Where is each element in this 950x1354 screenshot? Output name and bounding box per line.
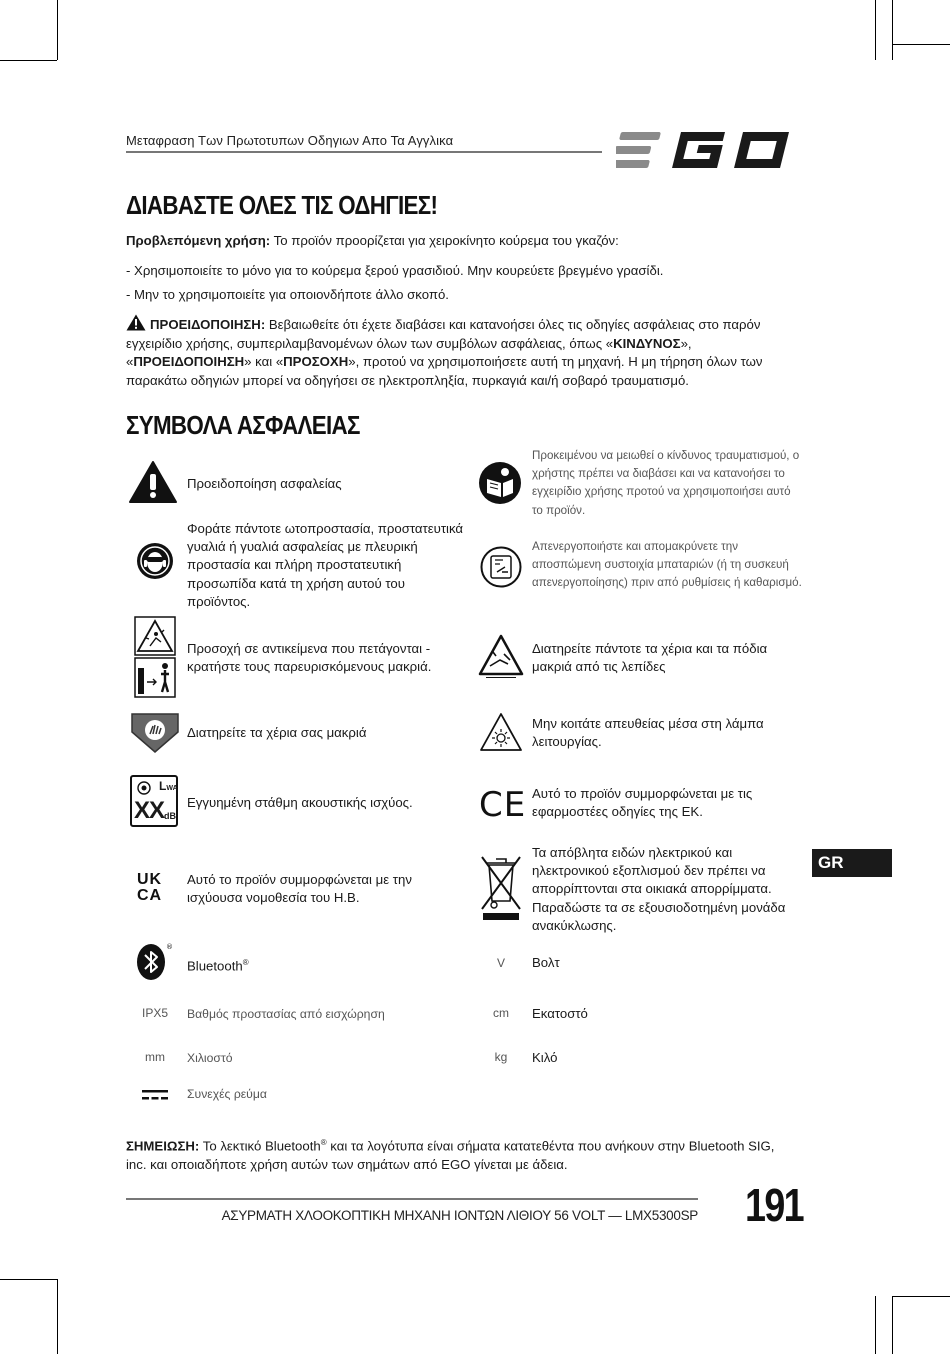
volt-text: Βολτ: [532, 955, 560, 970]
language-tab-gr: GR: [812, 849, 892, 877]
thrown-objects-text: Προσοχή σε αντικείμενα που πετάγονται - κρατήστε τους παρευρισκόμενους μακριά.: [187, 641, 432, 675]
eye-ear-protection-icon: [136, 542, 174, 580]
crop-mark: [892, 1296, 893, 1354]
keep-hands-away-text: Διατηρείτε τα χέρια σας μακριά: [187, 725, 367, 740]
bluetooth-icon: [134, 940, 176, 982]
note-text-end: και τα λογότυπα είναι σήματα κατατεθέντα που ανήκουν στην Bluetooth SIG, inc. και οποιαδήποτε χρήση αυτών των σημάτων από EGO γίνεται με άδεια.: [126, 1138, 775, 1172]
ce-text: Αυτό το προϊόν συμμορφώνεται με τις εφαρμοστέες οδηγίες της ΕΚ.: [532, 786, 753, 820]
heading-read-all-instructions: ΔΙΑΒΑΣΤΕ ΟΛΕΣ ΤΙΣ ΟΔΗΓΙΕΣ!: [126, 190, 438, 220]
warning-text-end: », προτού να χρησιμοποιήσετε αυτή τη μηχανή. Η μη τήρηση όλων των παρακάτω οδηγιών μπορεί να οδηγήσει σε ηλεκτροπληξία, πυρκαγιά και/ή σοβαρό τραυματισμό.: [126, 354, 763, 388]
footer-rule: [126, 1198, 698, 1200]
keep-hands-away-icon: [130, 712, 180, 754]
sound-power-text: Εγγυημένη στάθμη ακουστικής ισχύος.: [187, 795, 413, 810]
do-not-look-at-lamp-icon: [479, 712, 523, 752]
bullet-other-purpose: - Μην το χρησιμοποιείτε για οποιονδήποτε άλλο σκοπό.: [126, 287, 449, 302]
intended-use-label: Προβλεπόμενη χρήση:: [126, 233, 271, 248]
ce-mark-icon: CE: [479, 785, 527, 825]
eye-ear-protection-text: Φοράτε πάντοτε ωτοπροστασία, προστατευτικά γυαλιά ή γυαλιά ασφαλείας με πλευρική προστασία και πλήρη προστατευτική προσωπίδα κατά τη χρήση αυτού του προϊόντος.: [187, 521, 464, 609]
kg-text: Κιλό: [532, 1050, 558, 1065]
bluetooth-word: Bluetooth: [187, 958, 243, 974]
header-title: Μεταφραση Των Πρωτοτυπων Οδηγιων Απο Τα Αγγλικα: [126, 133, 454, 148]
ipx5-text: Βαθμός προστασίας από εισχώρηση: [187, 1007, 385, 1021]
ukca-bottom: CA: [137, 887, 163, 904]
volt-abbr: V: [496, 956, 505, 970]
page-number: 191: [745, 1179, 804, 1231]
word-warning: ΠΡΟΕΙΔΟΠΟΙΗΣΗ: [133, 354, 245, 369]
direct-current-icon: [142, 1089, 168, 1101]
disconnect-battery-text: Απενεργοποιήστε και απομακρύνετε την αποσπώμενη συστοιχία μπαταριών (ή τη συσκευή απενεργοποίησης) πριν από ρυθμίσεις ή καθαρισμό.: [532, 540, 802, 590]
header-rule: [126, 151, 602, 153]
crop-mark: [892, 1296, 950, 1297]
safety-alert-text: Προειδοποίηση ασφαλείας: [187, 476, 342, 491]
mm-abbr: mm: [145, 1050, 165, 1064]
lwa-sub: WA: [166, 785, 178, 792]
keep-away-from-blades-text: Διατηρείτε πάντοτε τα χέρια και τα πόδια μακριά από τις λεπίδες: [532, 641, 768, 675]
bluetooth-text: [187, 954, 457, 976]
ego-logo: [616, 128, 800, 172]
speaker-icon: [137, 781, 151, 795]
crop-mark: [875, 1296, 876, 1354]
crop-mark: [892, 44, 950, 45]
registered-mark: ®: [320, 1138, 327, 1147]
crop-mark: [0, 60, 57, 61]
keep-away-from-blades-icon: [478, 634, 524, 678]
note-label: ΣΗΜΕΙΩΣΗ:: [126, 1138, 200, 1154]
crop-mark: [57, 0, 58, 60]
crop-mark: [57, 1279, 58, 1354]
warning-paragraph: [126, 314, 794, 390]
separator: », «: [126, 335, 692, 369]
word-caution: ΠΡΟΣΟΧΗ: [283, 354, 349, 369]
direct-current-text: Συνεχές ρεύμα: [187, 1087, 267, 1101]
separator: » και «: [244, 354, 284, 369]
ukca-top: UK: [137, 871, 163, 888]
bullet-dry-grass: - Χρησιμοποιείτε το μόνο για το κούρεμα ξερού γρασιδιού. Μην κουρεύετε βρεγμένο γρασίδι.: [126, 263, 664, 278]
crop-mark: [892, 0, 893, 60]
mm-text: Χιλιοστό: [187, 1051, 233, 1065]
crop-mark: [0, 1279, 57, 1280]
db-unit: dB: [164, 811, 176, 821]
cm-abbr: cm: [493, 1006, 509, 1020]
crop-mark: [875, 0, 876, 60]
safety-alert-icon: [128, 460, 178, 504]
note-text: Το λεκτικό Bluetooth: [199, 1138, 321, 1154]
read-manual-text: Προκειμένου να μειωθεί ο κίνδυνος τραυματισμού, ο χρήστης πρέπει να διαβάσει και να κατανοήσει το εγχειρίδιο χρήσης προτού να χρησιμοποιήσει αυτό το προϊόν.: [532, 449, 800, 517]
cm-text: Εκατοστό: [532, 1006, 588, 1021]
word-danger: ΚΙΝΔΥΝΟΣ: [613, 335, 681, 351]
footer-product-title: ΑΣΥΡΜΑΤΗ ΧΛΟΟΚΟΠΤΙΚΗ ΜΗΧΑΝΗ ΙΟΝΤΩΝ ΛΙΘΙΟΥ 56 VOLT — LMX5300SP: [221, 1208, 698, 1223]
intended-use: [126, 232, 794, 251]
ukca-mark-icon: [137, 872, 162, 904]
note-paragraph: [126, 1134, 796, 1174]
disconnect-battery-icon: [480, 546, 522, 588]
sound-power-level-icon: [130, 775, 178, 827]
kg-abbr: kg: [494, 1050, 508, 1064]
weee-bin-icon: [478, 853, 524, 921]
registered-mark: ®: [242, 958, 249, 967]
lwa-label: [159, 779, 178, 793]
weee-text: Τα απόβλητα ειδών ηλεκτρικού και ηλεκτρονικού εξοπλισμού δεν πρέπει να απορρίπτονται στα οικιακά απορρίμματα. Παραδώστε τα σε εξουσιοδοτημένη μονάδα ανακύκλωσης.: [532, 845, 786, 933]
heading-safety-symbols: ΣΥΜΒΟΛΑ ΑΣΦΑΛΕΙΑΣ: [126, 410, 360, 440]
svg-text:®: ®: [166, 943, 173, 951]
warning-label: ΠΡΟΕΙΔΟΠΟΙΗΣΗ:: [150, 317, 266, 332]
lwa-letter: L: [159, 779, 167, 793]
do-not-look-at-lamp-text: Μην κοιτάτε απευθείας μέσα στη λάμπα λειτουργίας.: [532, 716, 764, 750]
read-manual-icon: [478, 461, 522, 505]
ukca-text: Αυτό το προϊόν συμμορφώνεται με την ισχύουσα νομοθεσία του Η.Β.: [187, 872, 412, 906]
warning-triangle-icon: [126, 314, 146, 331]
ipx5-abbr: IPX5: [141, 1006, 168, 1020]
intended-use-text: Το προϊόν προορίζεται για χειροκίνητο κούρεμα του γκαζόν:: [270, 233, 619, 248]
warning-text: Βεβαιωθείτε ότι έχετε διαβάσει και κατανοήσει όλες τις οδηγίες ασφάλειας στο παρόν εγχειρίδιο χρήσης, συμπεριλαμβανομένων όλων των συμβόλων ασφάλειας, όπως «: [126, 317, 761, 351]
thrown-objects-icon: [134, 616, 176, 698]
sound-value-placeholder: XX: [134, 797, 165, 824]
